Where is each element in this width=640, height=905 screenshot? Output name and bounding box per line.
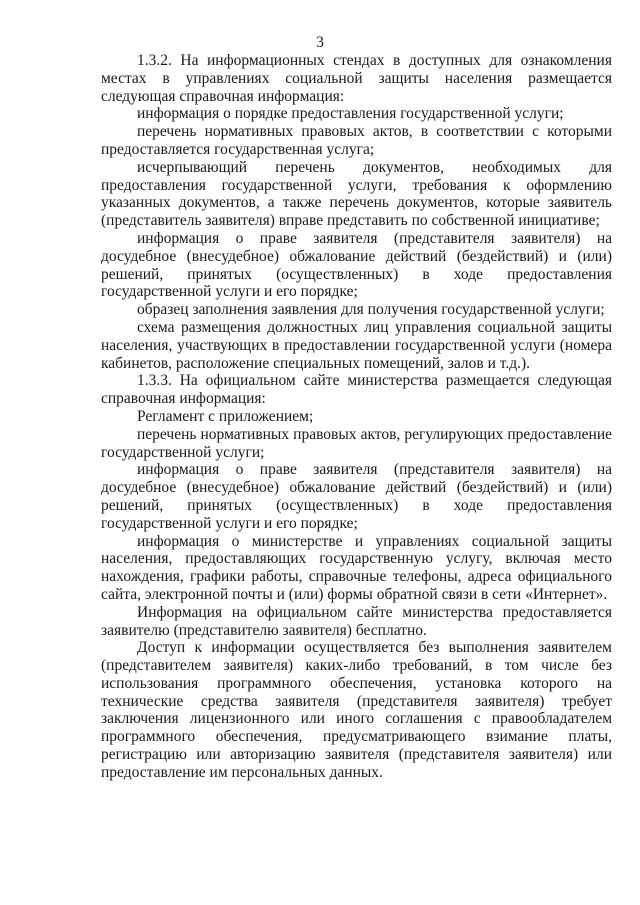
paragraph: Информация на официальном сайте министерства предоставляется заявителю (представителю заявителя) бесплатно. [101, 603, 612, 639]
list-item: информация о министерстве и управлениях социальной защиты населения, предоставляющих государственную услугу, включая место нахождения, графики работы, справочные телефоны, адреса официального сайта, электронной почты и (или) формы обратной связи в сети «Интернет». [101, 532, 612, 603]
document-body [101, 52, 612, 782]
page-number: 3 [316, 34, 324, 51]
paragraph-1-3-2: 1.3.2. На информационных стендах в доступных для ознакомления местах в управлениях социальной защиты населения размещается следующая справочная информация: [101, 52, 612, 105]
list-item: информация о праве заявителя (представителя заявителя) на досудебное (внесудебное) обжалование действий (бездействий) и (или) решений, принятых (осуществленных) в ходе предоставления государственной услуги и его порядке; [101, 461, 612, 532]
paragraph: Доступ к информации осуществляется без выполнения заявителем (представителем заявителя) каких-либо требований, в том числе без использования программного обеспечения, установка которого на технические средства заявителя (представителя заявителя) требует заключения лицензионного или иного соглашения с правообладателем программного обеспечения, предусматривающего взимание платы, регистрацию или авторизацию заявителя (представителя заявителя) или предоставление им персональных данных. [101, 639, 612, 781]
list-item: информация о порядке предоставления государственной услуги; [137, 105, 564, 123]
list-item: Регламент с приложением; [137, 407, 314, 425]
list-item: перечень нормативных правовых актов, регулирующих предоставление государственной услуги; [101, 425, 612, 461]
paragraph-1-3-3: 1.3.3. На официальном сайте министерства размещается следующая справочная информация: [101, 372, 612, 408]
list-item: исчерпывающий перечень документов, необходимых для предоставления государственной услуги, требования к оформлению указанных документов, а также перечень документов, которые заявитель (представитель заявителя) вправе представить по собственной инициативе; [101, 158, 612, 230]
list-item: информация о праве заявителя (представителя заявителя) на досудебное (внесудебное) обжалование действий (бездействий) и (или) решений, принятых (осуществленных) в ходе предоставления государственной услуги и его порядке; [101, 229, 612, 301]
list-item: образец заполнения заявления для получения государственной услуги; [137, 301, 605, 319]
list-item: перечень нормативных правовых актов, в соответствии с которыми предоставляется государственная услуга; [101, 123, 612, 158]
list-item: схема размещения должностных лиц управления социальной защиты населения, участвующих в предоставлении государственной услуги (номера кабинетов, расположение специальных помещений, залов и т.д.). [101, 318, 612, 372]
